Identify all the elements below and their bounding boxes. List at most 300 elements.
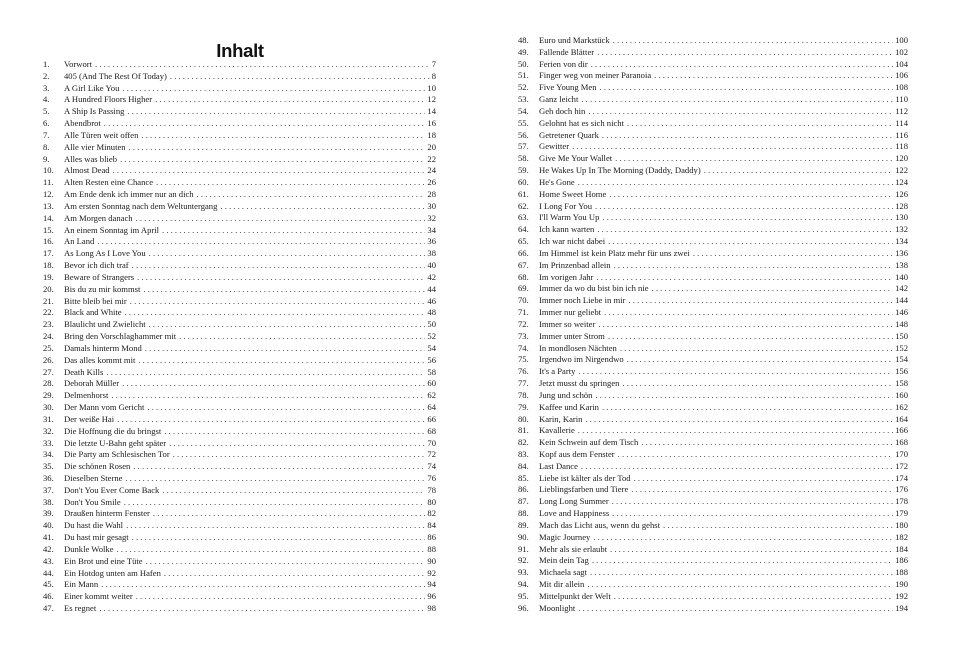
entry-number: 90. xyxy=(518,531,529,542)
entry-title: Immer da wo du bist bin ich nie xyxy=(539,283,649,294)
entry-number: 79. xyxy=(518,401,529,412)
entry-title: An einem Sonntag im April xyxy=(64,224,160,235)
entry-number: 20. xyxy=(43,283,54,294)
entry-page-number: 128 xyxy=(895,200,908,211)
toc-entry xyxy=(518,579,908,591)
entry-number: 81. xyxy=(518,425,529,436)
entry-title: Draußen hinterm Fenster xyxy=(64,508,150,519)
entry-number: 87. xyxy=(518,496,529,507)
toc-entry xyxy=(518,603,908,615)
entry-page-number: 8 xyxy=(431,70,436,81)
entry-number: 10. xyxy=(43,165,54,176)
dot-leader xyxy=(164,426,425,438)
dot-leader xyxy=(610,544,893,556)
entry-page-number: 94 xyxy=(427,579,436,590)
entry-title: Magic Journey xyxy=(539,531,591,542)
entry-page-number: 118 xyxy=(895,141,908,152)
entry-title: Immer unter Strom xyxy=(539,330,605,341)
entry-number: 14. xyxy=(43,212,54,223)
dot-leader xyxy=(581,94,893,106)
dot-leader xyxy=(590,567,893,579)
dot-leader xyxy=(120,154,425,166)
toc-entry xyxy=(43,343,436,355)
entry-page-number: 54 xyxy=(427,342,436,353)
entry-title: Beware of Strangers xyxy=(64,271,135,282)
entry-number: 34. xyxy=(43,449,54,460)
toc-entry xyxy=(518,153,908,165)
entry-page-number: 132 xyxy=(895,224,908,235)
entry-number: 49. xyxy=(518,46,529,57)
entry-number: 25. xyxy=(43,342,54,353)
dot-leader xyxy=(220,201,425,213)
entry-number: 36. xyxy=(43,472,54,483)
entry-page-number: 98 xyxy=(427,603,436,614)
dot-leader xyxy=(147,402,425,414)
entry-number: 33. xyxy=(43,437,54,448)
entry-page-number: 116 xyxy=(895,129,908,140)
entry-page-number: 164 xyxy=(895,413,908,424)
toc-entry xyxy=(43,154,436,166)
toc-entry xyxy=(518,567,908,579)
toc-entry xyxy=(518,94,908,106)
dot-leader xyxy=(170,71,430,83)
entry-number: 75. xyxy=(518,354,529,365)
toc-entry xyxy=(43,59,436,71)
dot-leader xyxy=(132,532,426,544)
entry-page-number: 126 xyxy=(895,188,908,199)
dot-leader xyxy=(597,47,893,59)
entry-title: Im Prinzenbad allein xyxy=(539,259,611,270)
entry-title: Fallende Blätter xyxy=(539,46,595,57)
entry-title: Bis du zu mir kommst xyxy=(64,283,141,294)
entry-title: A Ship Is Passing xyxy=(64,106,125,117)
entry-page-number: 180 xyxy=(895,519,908,530)
toc-entry xyxy=(43,461,436,473)
toc-entry xyxy=(43,568,436,580)
entry-number: 73. xyxy=(518,330,529,341)
dot-leader xyxy=(578,366,893,378)
dot-leader xyxy=(587,579,893,591)
dot-leader xyxy=(124,497,426,509)
dot-leader xyxy=(704,165,893,177)
toc-entry xyxy=(518,390,908,402)
dot-leader xyxy=(122,378,425,390)
entry-title: Irgendwo im Nirgendwo xyxy=(539,354,624,365)
dot-leader xyxy=(137,272,425,284)
toc-entry xyxy=(43,355,436,367)
dot-leader xyxy=(169,438,425,450)
entry-number: 47. xyxy=(43,603,54,614)
entry-page-number: 100 xyxy=(895,35,908,45)
toc-entry xyxy=(43,603,436,615)
entry-number: 77. xyxy=(518,378,529,389)
entry-page-number: 140 xyxy=(895,271,908,282)
entry-title: Am ersten Sonntag nach dem Weltuntergang xyxy=(64,200,218,211)
entry-page-number: 156 xyxy=(895,366,908,377)
entry-title: Finger weg von meiner Paranoia xyxy=(539,70,652,81)
entry-title: Ein Hotdog unten am Hafen xyxy=(64,567,161,578)
toc-entry xyxy=(518,473,908,485)
entry-number: 16. xyxy=(43,236,54,247)
entry-number: 89. xyxy=(518,519,529,530)
entry-number: 83. xyxy=(518,448,529,459)
entry-title: Gelohnt hat es sich nicht xyxy=(539,117,624,128)
toc-entry xyxy=(43,508,436,520)
entry-page-number: 188 xyxy=(895,567,908,578)
entry-title: Die letzte U-Bahn geht später xyxy=(64,437,167,448)
entry-number: 38. xyxy=(43,496,54,507)
entry-number: 40. xyxy=(43,520,54,531)
dot-leader xyxy=(620,343,893,355)
entry-title: Immer nur geliebt xyxy=(539,307,602,318)
toc-entry xyxy=(518,35,908,47)
entry-number: 63. xyxy=(518,212,529,223)
toc-entry xyxy=(518,437,908,449)
entry-page-number: 92 xyxy=(427,567,436,578)
entry-title: Give Me Your Wallet xyxy=(539,153,613,164)
entry-page-number: 146 xyxy=(895,307,908,318)
dot-leader xyxy=(596,272,893,284)
toc-entry xyxy=(43,225,436,237)
entry-page-number: 26 xyxy=(427,177,436,188)
entry-number: 65. xyxy=(518,236,529,247)
entry-number: 95. xyxy=(518,590,529,601)
toc-entry xyxy=(518,461,908,473)
entry-number: 62. xyxy=(518,200,529,211)
toc-entry xyxy=(518,295,908,307)
entry-page-number: 10 xyxy=(427,82,436,93)
entry-title: Kein Schwein auf dem Tisch xyxy=(539,437,639,448)
entry-page-number: 150 xyxy=(895,330,908,341)
dot-leader xyxy=(117,544,426,556)
dot-leader xyxy=(593,532,893,544)
dot-leader xyxy=(578,425,893,437)
dot-leader xyxy=(602,402,893,414)
entry-page-number: 104 xyxy=(895,58,908,69)
entry-page-number: 44 xyxy=(427,283,436,294)
entry-page-number: 16 xyxy=(427,118,436,129)
entry-title: He's Gone xyxy=(539,176,575,187)
toc-entry xyxy=(518,224,908,236)
entry-title: Ganz leicht xyxy=(539,94,579,105)
entry-title: Bevor ich dich traf xyxy=(64,260,129,271)
entry-title: Die schönen Rosen xyxy=(64,461,131,472)
entry-page-number: 80 xyxy=(427,496,436,507)
toc-entry xyxy=(43,307,436,319)
dot-leader xyxy=(117,414,425,426)
entry-title: Vorwort xyxy=(64,59,93,69)
entry-title: Ein Brot und eine Tüte xyxy=(64,555,143,566)
entry-title: Getretener Quark xyxy=(539,129,599,140)
toc-entry xyxy=(43,319,436,331)
entry-title: Karin, Karin xyxy=(539,413,583,424)
entry-title: Lieblingsfarben und Tiere xyxy=(539,484,629,495)
entry-number: 71. xyxy=(518,307,529,318)
toc-entry xyxy=(43,260,436,272)
dot-leader xyxy=(149,319,426,331)
entry-title: Gewitter xyxy=(539,141,570,152)
entry-page-number: 158 xyxy=(895,378,908,389)
dot-leader xyxy=(592,555,893,567)
toc-entry xyxy=(43,532,436,544)
entry-number: 76. xyxy=(518,366,529,377)
dot-leader xyxy=(608,331,893,343)
entry-page-number: 70 xyxy=(427,437,436,448)
entry-number: 85. xyxy=(518,472,529,483)
entry-title: Kaffee und Karin xyxy=(539,401,599,412)
entry-title: Deborah Müller xyxy=(64,378,120,389)
entry-page-number: 152 xyxy=(895,342,908,353)
toc-entry xyxy=(518,520,908,532)
entry-page-number: 138 xyxy=(895,259,908,270)
dot-leader xyxy=(595,201,893,213)
entry-title: Bring den Vorschlaghammer mit xyxy=(64,331,177,342)
toc-entry xyxy=(43,213,436,225)
entry-page-number: 122 xyxy=(895,165,908,176)
dot-leader xyxy=(179,331,425,343)
entry-number: 66. xyxy=(518,247,529,258)
entry-page-number: 190 xyxy=(895,579,908,590)
dot-leader xyxy=(132,260,426,272)
entry-page-number: 194 xyxy=(895,602,908,613)
entry-number: 86. xyxy=(518,484,529,495)
toc-entry xyxy=(518,307,908,319)
entry-page-number: 179 xyxy=(895,508,908,519)
dot-leader xyxy=(663,520,893,532)
entry-number: 28. xyxy=(43,378,54,389)
entry-title: Black and White xyxy=(64,307,122,318)
dot-leader xyxy=(122,83,425,95)
toc-entry xyxy=(43,438,436,450)
toc-entry xyxy=(518,165,908,177)
entry-page-number: 32 xyxy=(427,212,436,223)
toc-entry xyxy=(518,354,908,366)
entry-title: Du hast mir gesagt xyxy=(64,532,129,543)
entry-number: 35. xyxy=(43,461,54,472)
entry-title: Euro und Markstück xyxy=(539,35,610,45)
dot-leader xyxy=(608,236,893,248)
entry-page-number: 174 xyxy=(895,472,908,483)
dot-leader xyxy=(654,70,893,82)
toc-entry xyxy=(43,449,436,461)
toc-entry xyxy=(43,83,436,95)
entry-title: Long Long Summer xyxy=(539,496,609,507)
entry-page-number: 120 xyxy=(895,153,908,164)
entry-page-number: 7 xyxy=(431,59,436,69)
entry-number: 91. xyxy=(518,543,529,554)
entry-page-number: 82 xyxy=(427,508,436,519)
entry-title: Der Mann vom Gericht xyxy=(64,402,145,413)
entry-page-number: 20 xyxy=(427,141,436,152)
toc-entry xyxy=(518,544,908,556)
toc-entry xyxy=(43,402,436,414)
entry-number: 61. xyxy=(518,188,529,199)
toc-entry xyxy=(43,520,436,532)
dot-leader xyxy=(588,106,893,118)
entry-title: Dieselben Sterne xyxy=(64,472,123,483)
entry-page-number: 28 xyxy=(427,189,436,200)
toc-entry xyxy=(43,118,436,130)
entry-title: Am Ende denk ich immer nur an dich xyxy=(64,189,194,200)
toc-entry xyxy=(518,283,908,295)
entry-page-number: 40 xyxy=(427,260,436,271)
entry-page-number: 24 xyxy=(427,165,436,176)
entry-title: As Long As I Love You xyxy=(64,248,146,259)
toc-entry xyxy=(43,248,436,260)
entry-title: Immer noch Liebe in mir xyxy=(539,295,626,306)
toc-entry xyxy=(43,556,436,568)
dot-leader xyxy=(614,591,893,603)
entry-number: 21. xyxy=(43,295,54,306)
entry-number: 18. xyxy=(43,260,54,271)
toc-entry xyxy=(518,402,908,414)
entry-page-number: 166 xyxy=(895,425,908,436)
entry-number: 17. xyxy=(43,248,54,259)
entry-title: A Girl Like You xyxy=(64,82,120,93)
entry-number: 13. xyxy=(43,200,54,211)
entry-number: 80. xyxy=(518,413,529,424)
entry-title: Alten Resten eine Chance xyxy=(64,177,154,188)
toc-entry xyxy=(518,366,908,378)
entry-title: Damals hinterm Mond xyxy=(64,342,142,353)
entry-number: 94. xyxy=(518,579,529,590)
entry-number: 74. xyxy=(518,342,529,353)
entry-page-number: 46 xyxy=(427,295,436,306)
entry-title: Mit dir allein xyxy=(539,579,585,590)
toc-entry xyxy=(518,47,908,59)
dot-leader xyxy=(641,437,893,449)
entry-page-number: 90 xyxy=(427,555,436,566)
dot-leader xyxy=(595,390,893,402)
entry-page-number: 134 xyxy=(895,236,908,247)
entry-page-number: 12 xyxy=(427,94,436,105)
dot-leader xyxy=(585,414,893,426)
entry-title: Bitte bleib bei mir xyxy=(64,295,127,306)
entry-page-number: 114 xyxy=(895,117,908,128)
entry-page-number: 154 xyxy=(895,354,908,365)
entry-page-number: 18 xyxy=(427,129,436,140)
entry-number: 82. xyxy=(518,437,529,448)
toc-entry xyxy=(43,579,436,591)
entry-number: 7. xyxy=(43,129,50,140)
entry-number: 32. xyxy=(43,425,54,436)
toc-entry xyxy=(518,118,908,130)
dot-leader xyxy=(613,35,893,47)
toc-entry xyxy=(43,544,436,556)
toc-entry xyxy=(518,212,908,224)
dot-leader xyxy=(111,390,425,402)
toc-entry xyxy=(43,378,436,390)
dot-leader xyxy=(598,319,893,331)
entry-title: Das alles kommt mit xyxy=(64,354,136,365)
dot-leader xyxy=(125,307,426,319)
toc-entry xyxy=(518,343,908,355)
dot-leader xyxy=(143,284,425,296)
entry-number: 78. xyxy=(518,389,529,400)
entry-page-number: 84 xyxy=(427,520,436,531)
entry-page-number: 76 xyxy=(427,472,436,483)
entry-number: 54. xyxy=(518,105,529,116)
entry-number: 41. xyxy=(43,532,54,543)
entry-page-number: 58 xyxy=(427,366,436,377)
dot-leader xyxy=(600,82,894,94)
dot-leader xyxy=(133,461,425,473)
entry-page-number: 52 xyxy=(427,331,436,342)
entry-title: Ich kann warten xyxy=(539,224,595,235)
entry-number: 48. xyxy=(518,35,529,45)
toc-entry xyxy=(518,201,908,213)
entry-number: 9. xyxy=(43,153,50,164)
entry-page-number: 182 xyxy=(895,531,908,542)
toc-entry xyxy=(518,236,908,248)
entry-title: Jung und schön xyxy=(539,389,593,400)
entry-title: Liebe ist kälter als der Tod xyxy=(539,472,631,483)
toc-entry xyxy=(43,272,436,284)
toc-entry xyxy=(43,414,436,426)
dot-leader xyxy=(104,118,426,130)
dot-leader xyxy=(101,579,425,591)
toc-entry xyxy=(518,425,908,437)
entry-number: 96. xyxy=(518,602,529,613)
toc-right-column xyxy=(518,35,908,615)
entry-title: Mehr als sie erlaubt xyxy=(539,543,608,554)
entry-number: 8. xyxy=(43,141,50,152)
dot-leader xyxy=(618,449,893,461)
entry-number: 11. xyxy=(43,177,54,188)
entry-title: Ich war nicht dabei xyxy=(539,236,606,247)
dot-leader xyxy=(127,106,425,118)
entry-page-number: 48 xyxy=(427,307,436,318)
dot-leader xyxy=(155,94,425,106)
toc-entry xyxy=(518,70,908,82)
entry-number: 56. xyxy=(518,129,529,140)
entry-page-number: 64 xyxy=(427,402,436,413)
entry-number: 37. xyxy=(43,484,54,495)
dot-leader xyxy=(578,177,893,189)
toc-entry xyxy=(43,284,436,296)
dot-leader xyxy=(693,248,893,260)
toc-entry xyxy=(518,496,908,508)
entry-number: 39. xyxy=(43,508,54,519)
entry-title: Don't You Ever Come Back xyxy=(64,484,160,495)
dot-leader xyxy=(631,484,893,496)
entry-number: 45. xyxy=(43,579,54,590)
toc-entry xyxy=(518,331,908,343)
dot-leader xyxy=(125,473,425,485)
entry-title: I Long For You xyxy=(539,200,593,211)
entry-number: 53. xyxy=(518,94,529,105)
entry-number: 52. xyxy=(518,82,529,93)
entry-title: Mach das Licht aus, wenn du gehst xyxy=(539,519,661,530)
dot-leader xyxy=(602,130,894,142)
entry-page-number: 144 xyxy=(895,295,908,306)
entry-title: Dunkle Wolke xyxy=(64,543,114,554)
entry-title: Es regnet xyxy=(64,603,97,614)
entry-number: 46. xyxy=(43,591,54,602)
entry-page-number: 162 xyxy=(895,401,908,412)
entry-title: Immer so weiter xyxy=(539,318,596,329)
entry-page-number: 108 xyxy=(895,82,908,93)
dot-leader xyxy=(138,355,425,367)
entry-number: 4. xyxy=(43,94,50,105)
toc-left-column xyxy=(43,59,436,615)
entry-title: Alle vier Minuten xyxy=(64,141,126,152)
entry-number: 3. xyxy=(43,82,50,93)
dot-leader xyxy=(627,354,893,366)
toc-entry xyxy=(518,248,908,260)
entry-page-number: 30 xyxy=(427,200,436,211)
toc-entry xyxy=(518,59,908,71)
